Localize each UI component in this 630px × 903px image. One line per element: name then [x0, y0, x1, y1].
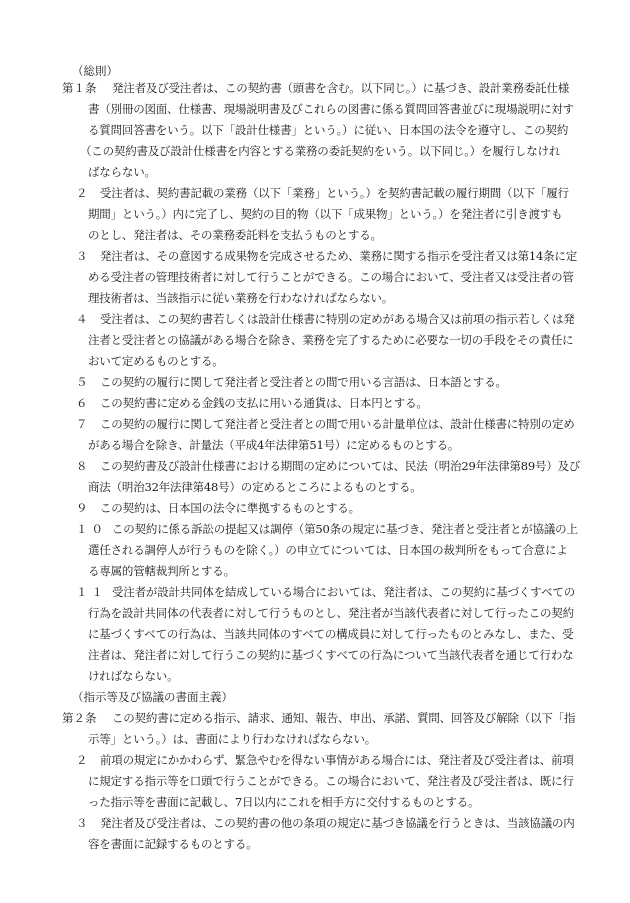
article-1-p6-line-1: この契約書に定める金銭の支払に用いる通貨は、日本円とする。 — [100, 396, 428, 410]
article-1-p2-line-3: のとし、発注者は、その業務委託料を支払うものとする。 — [88, 228, 382, 242]
article-1-number: 第１条 — [62, 81, 97, 95]
article-2-p2-line-1: 前項の規定にかかわらず、緊急やむを得ない事情がある場合には、発注者及び受注者は、前項 — [100, 753, 574, 767]
article-2-p1-line-2: 示等」という。）は、書面により行わなければならない。 — [88, 732, 377, 746]
article-1-p11-line-5: ければならない。 — [88, 669, 179, 683]
article-1-para-2-number: ２ — [76, 186, 88, 200]
article-1-p8-line-2: 商法（明治32年法律第48号）の定めるところによるものとする。 — [88, 480, 422, 494]
article-1-p11-line-3: に基づくすべての行為は、当該共同体のすべての構成員に対して行ったものとみなし、また、受 — [88, 627, 574, 641]
article-1-p1-line-2: 書（別冊の図面、仕様書、現場説明書及びこれらの図書に係る質問回答書並びに現場説明に対す — [88, 102, 574, 116]
article-2-p3-line-1: 発注者及び受注者は、この契約書の他の条項の規定に基づき協議を行うときは、当該協議の内 — [100, 816, 575, 830]
article-2-para-3-number: ３ — [76, 816, 88, 830]
article-1-para-8-number: ８ — [76, 459, 88, 473]
article-1-p10-line-2: 選任される調停人が行うものを除く。）の申立てについては、日本国の裁判所をもって合意によ — [88, 543, 568, 557]
article-1-p3-line-2: める受注者の管理技術者に対して行うことができる。この場合において、受注者又は受注者の管 — [88, 270, 574, 284]
article-1-p1-line-1: 発注者及び受注者は、この契約書（頭書を含む。以下同じ。）に基づき、設計業務委託仕様 — [112, 81, 570, 95]
article-1-p1-line-3: る質問回答書をいう。以下「設計仕様書」という。）に従い、日本国の法令を遵守し、この契約 — [88, 123, 569, 137]
article-1-p3-line-1: 発注者は、その意図する成果物を完成させるため、業務に関する指示を受注者又は第14条に定 — [100, 249, 578, 263]
article-1-p11-line-4: 注者は、発注者に対して行うこの契約に基づくすべての行為について当該代表者を通じて行わな — [88, 648, 574, 662]
article-1-p3-line-3: 理技術者は、当該指示に従い業務を行わなければならない。 — [88, 291, 394, 305]
article-2-p2-line-3: った指示等を書面に記載し、7日以内にこれを相手方に交付するものとする。 — [88, 795, 480, 809]
article-1-para-10-number: １０ — [76, 522, 107, 536]
article-1-para-3-number: ３ — [76, 249, 88, 263]
article-1-p11-line-2: 行為を設計共同体の代表者に対して行うものとし、発注者が当該代表者に対して行ったこの契約 — [88, 606, 574, 620]
article-1-p1-line-4: （この契約書及び設計仕様書を内容とする業務の委託契約をいう。以下同じ。）を履行しなけれ — [80, 144, 561, 158]
article-2-p3-line-2: 容を書面に記録するものとする。 — [88, 837, 258, 851]
article-1-para-7-number: ７ — [76, 417, 88, 431]
section-heading-general: （総則） — [72, 64, 118, 78]
article-1-p5-line-1: この契約の履行に関して発注者と受注者との間で用いる言語は、日本語とする。 — [100, 375, 507, 389]
article-1-p7-line-2: がある場合を除き、計量法（平成4年法律第51号）に定めるものとする。 — [88, 438, 460, 452]
article-1-p4-line-3: おいて定めるものとする。 — [88, 354, 224, 368]
article-1-p2-line-2: 期間」という。）内に完了し、契約の目的物（以下「成果物」という。）を発注者に引き渡すも — [88, 207, 563, 221]
article-2-p1-line-1: この契約書に定める指示、請求、通知、報告、申出、承諾、質問、回答及び解除（以下「指 — [112, 711, 576, 725]
article-1-p4-line-1: 受注者は、この契約書若しくは設計仕様書に特別の定めがある場合又は前項の指示若しくは発 — [100, 312, 575, 326]
article-1-para-9-number: ９ — [76, 501, 88, 515]
section-heading-written-instructions: （指示等及び協議の書面主義） — [72, 690, 233, 704]
article-1-p1-line-5: ばならない。 — [88, 165, 156, 179]
article-1-p11-line-1: 受注者が設計共同体を結成している場合においては、発注者は、この契約に基づくすべての — [112, 585, 576, 599]
article-1-p10-line-1: この契約に係る訴訟の提起又は調停（第50条の規定に基づき、発注者と受注者とが協議の上 — [112, 522, 578, 536]
article-2-number: 第２条 — [62, 711, 97, 725]
article-1-p10-line-3: る専属的管轄裁判所とする。 — [88, 564, 235, 578]
article-1-p7-line-1: この契約の履行に関して発注者と受注者との間で用いる計量単位は、設計仕様書に特別の定め — [100, 417, 575, 431]
article-1-p2-line-1: 受注者は、契約書記載の業務（以下「業務」という。）を契約書記載の履行期間（以下「履行 — [100, 186, 569, 200]
article-1-para-6-number: ６ — [76, 396, 88, 410]
article-1-p8-line-1: この契約書及び設計仕様書における期間の定めについては、民法（明治29年法律第89号）及び — [100, 459, 581, 473]
article-1-p4-line-2: 注者と受注者との協議がある場合を除き、業務を完了するために必要な一切の手段をその責任に — [88, 333, 574, 347]
article-1-para-5-number: ５ — [76, 375, 88, 389]
article-2-p2-line-2: に規定する指示等を口頭で行うことができる。この場合において、発注者及び受注者は、既に行 — [88, 774, 574, 788]
article-2-para-2-number: ２ — [76, 753, 88, 767]
article-1-para-4-number: ４ — [76, 312, 88, 326]
article-1-para-11-number: １１ — [76, 585, 107, 599]
article-1-p9-line-1: この契約は、日本国の法令に準拠するものとする。 — [100, 501, 360, 515]
